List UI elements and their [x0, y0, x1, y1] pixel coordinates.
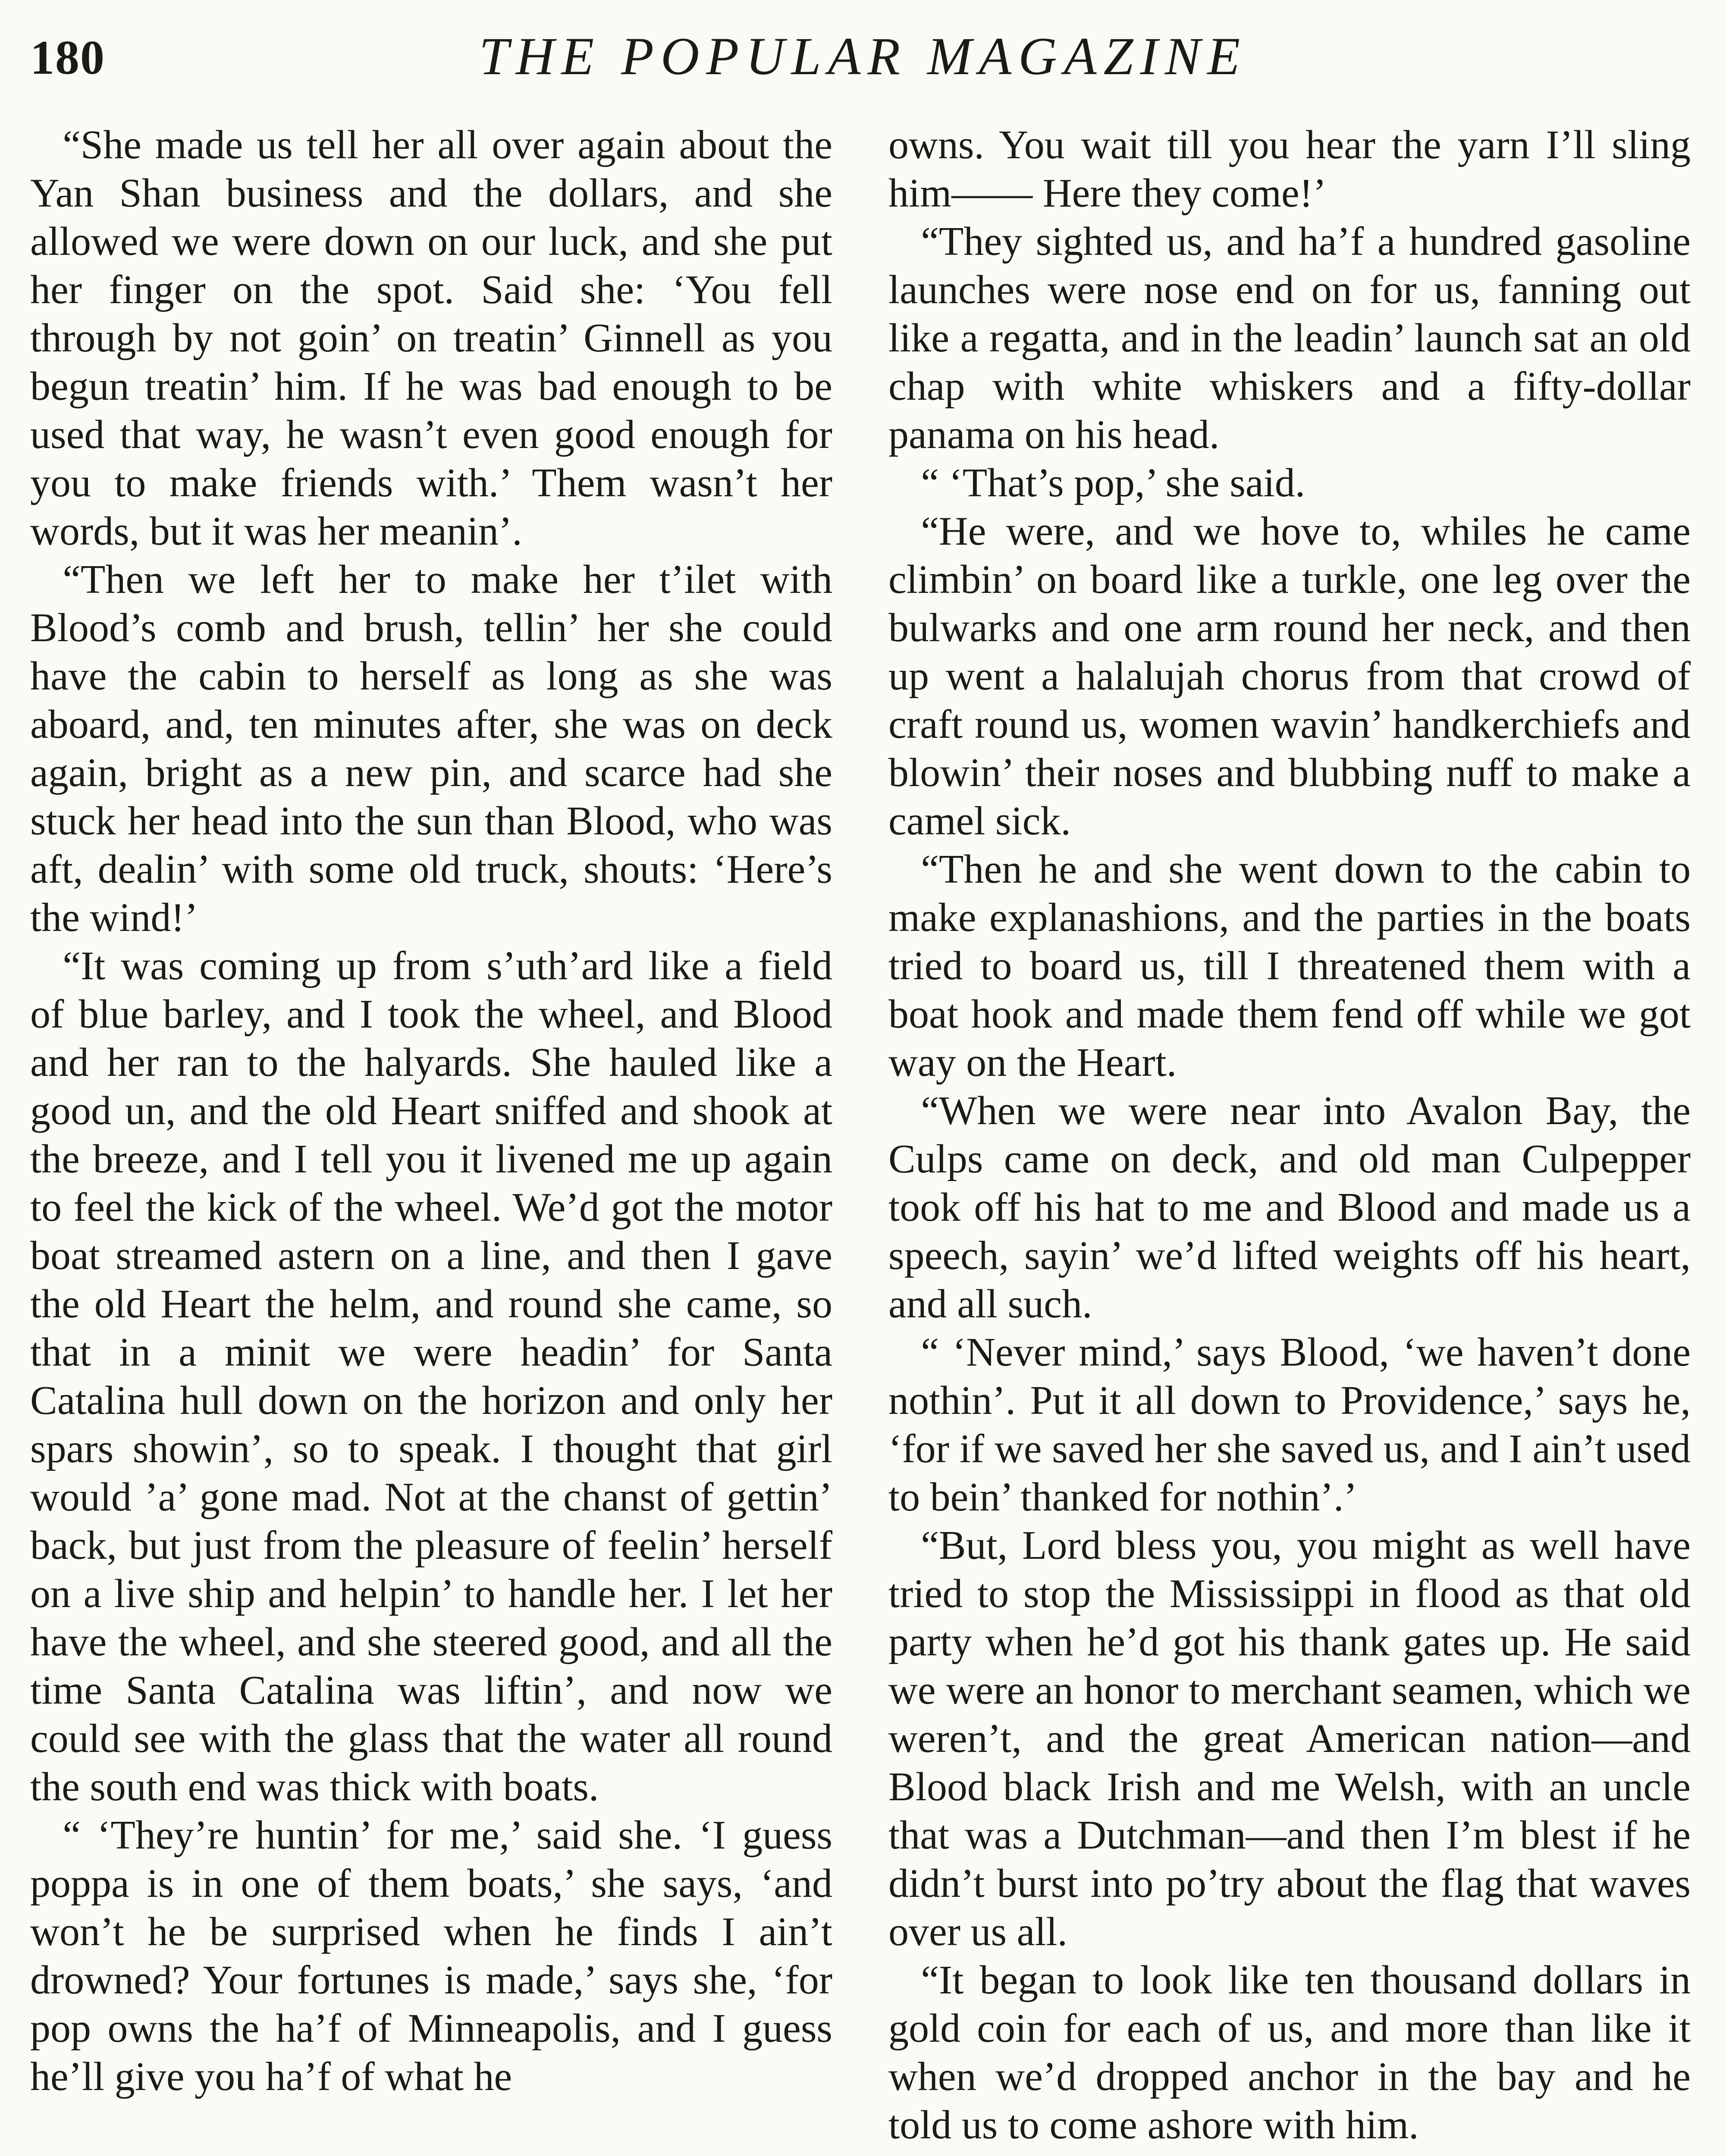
paragraph: “He were, and we hove to, whiles he came climbin’ on board like a turkle, one leg over the bulwarks and one arm round her neck, and then up went a halalujah chorus from that crowd of craft round us, women wavin’ handkerchiefs and blowin’ their noses and blubbing nuff to make a camel sick.	[888, 509, 1691, 843]
left-column	[30, 121, 832, 2101]
paragraph: “Then we left her to make her t’ilet with Blood’s comb and brush, tellin’ her she could have the cabin to herself as long as she was aboard, and, ten minutes after, she was on deck again, bright as a new pin, and scarce had she stuck her head into the sun than Blood, who was aft, dealin’ with some old truck, shouts: ‘Here’s the wind!’	[30, 557, 832, 940]
paragraph: “ ‘They’re huntin’ for me,’ said she. ‘I guess poppa is in one of them boats,’ she says, ‘and won’t he be surprised when he finds I ain’t drowned? Your fortunes is made,’ says she, ‘for pop owns the ha’f of Minneapolis, and I guess he’ll give you ha’f of what he	[30, 1813, 832, 2099]
paragraph: “It began to look like ten thousand dollars in gold coin for each of us, and more than like it when we’d dropped anchor in the bay and he told us to come ashore with him.	[888, 1958, 1691, 2147]
right-column	[888, 121, 1691, 2149]
paragraph: “She made us tell her all over again about the Yan Shan business and the dollars, and she allowed we were down on our luck, and she put her finger on the spot. Said she: ‘You fell through by not goin’ on treatin’ Ginnell as you begun treatin’ him. If he was bad enough to be used that way, he wasn’t even good enough for you to make friends with.’ Them wasn’t her words, but it was her meanin’.	[30, 122, 832, 554]
paragraph: “When we were near into Avalon Bay, the Culps came on deck, and old man Culpepper took off his hat to me and Blood and made us a speech, sayin’ we’d lifted weights off his heart, and all such.	[888, 1088, 1691, 1326]
paragraph: “Then he and she went down to the cabin to make explanashions, and the parties in the boats tried to board us, till I threatened them with a boat hook and made them fend off while we got way on the Heart.	[888, 847, 1691, 1085]
paragraph: “ ‘Never mind,’ says Blood, ‘we haven’t done nothin’. Put it all down to Providence,’ says he, ‘for if we saved her she saved us, and I ain’t used to bein’ thanked for nothin’.’	[888, 1330, 1691, 1520]
paragraph: “They sighted us, and ha’f a hundred gasoline launches were nose end on for us, fanning out like a regatta, and in the leadin’ launch sat an old chap with white whiskers and a fifty-dollar panama on his head.	[888, 219, 1691, 457]
page-number: 180	[30, 31, 105, 85]
page-header	[30, 17, 1696, 108]
paragraph: “But, Lord bless you, you might as well have tried to stop the Mississippi in flood as that old party when he’d got his thank gates up. He said we were an honor to merchant seamen, which we weren’t, and the great American nation—and Blood black Irish and me Welsh, with an uncle that was a Dutchman—and then I’m blest if he didn’t burst into po’try about the flag that waves over us all.	[888, 1523, 1691, 1954]
paragraph: “ ‘That’s pop,’ she said.	[921, 461, 1305, 505]
paragraph: “It was coming up from s’uth’ard like a field of blue barley, and I took the wheel, and Blood and her ran to the halyards. She hauled like a good un, and the old Heart sniffed and shook at the breeze, and I tell you it livened me up again to feel the kick of the wheel. We’d got the motor boat streamed astern on a line, and then I gave the old Heart the helm, and round she came, so that in a minit we were headin’ for Santa Catalina hull down on the horizon and only her spars showin’, so to speak. I thought that girl would ’a’ gone mad. Not at the chanst of gettin’ back, but just from the pleasure of feelin’ herself on a live ship and helpin’ to handle her. I let her have the wheel, and she steered good, and all the time Santa Catalina was liftin’, and now we could see with the glass that the water all round the south end was thick with boats.	[30, 943, 832, 1809]
paragraph-continued: owns. You wait till you hear the yarn I’ll sling him—— Here they come!’	[888, 122, 1691, 216]
running-title: THE POPULAR MAGAZINE	[479, 27, 1247, 86]
